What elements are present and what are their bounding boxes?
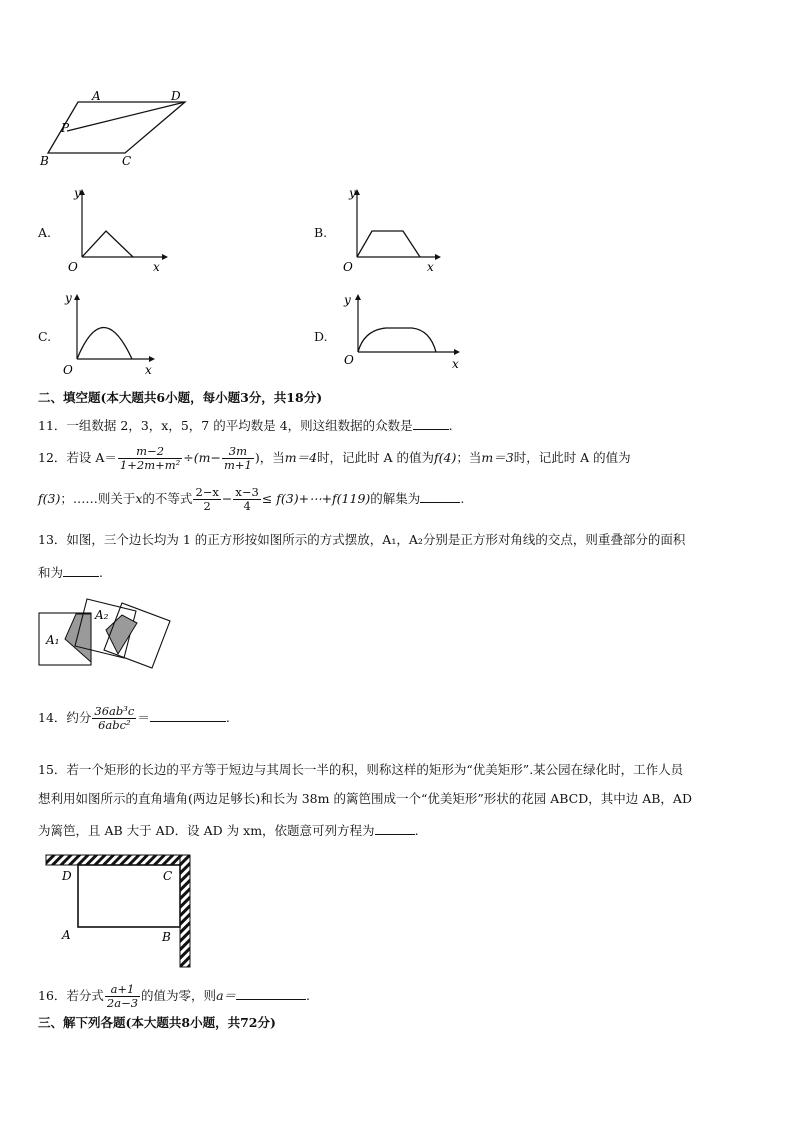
frac-numerator: 3m bbox=[222, 445, 254, 459]
question-16 bbox=[38, 983, 310, 1010]
q12-m-eq-4: m＝4 bbox=[284, 450, 318, 465]
answer-blank bbox=[413, 417, 449, 430]
answer-blank bbox=[150, 709, 226, 722]
q14-fraction bbox=[92, 705, 136, 732]
q12-paren-open: (m− bbox=[193, 450, 221, 465]
q16-fraction bbox=[105, 983, 140, 1010]
label-d: D bbox=[171, 89, 181, 103]
option-c-letter: C. bbox=[38, 329, 52, 344]
q12-mid3: ；当 bbox=[456, 450, 482, 465]
axis-y-label: y bbox=[349, 186, 356, 200]
option-c-graph bbox=[55, 288, 165, 378]
frac-numerator: x−3 bbox=[235, 485, 259, 499]
q13-end: . bbox=[99, 565, 103, 580]
graph-curve bbox=[357, 231, 420, 257]
q12-fraction-2 bbox=[222, 445, 254, 472]
q11-end: . bbox=[448, 418, 453, 433]
question-12-line1 bbox=[38, 445, 631, 472]
label-p: P bbox=[61, 121, 70, 135]
q12-fraction-3 bbox=[193, 486, 220, 513]
origin-label: O bbox=[68, 260, 78, 274]
y-arrow-icon bbox=[74, 294, 80, 300]
axis-y-label: y bbox=[74, 186, 81, 200]
section3-heading: 三、解下列各题(本大题共8小题，共72分) bbox=[38, 1015, 276, 1030]
frac-numerator: 2−x bbox=[195, 485, 219, 499]
section2-heading: 二、填空题(本大题共6小题，每小题3分，共18分) bbox=[38, 390, 323, 405]
axis-x-label: x bbox=[427, 260, 434, 274]
x-arrow-icon bbox=[435, 254, 441, 260]
answer-blank bbox=[420, 490, 460, 503]
q12-mid1: ，当 bbox=[259, 450, 285, 465]
label-a1: A₁ bbox=[46, 633, 60, 647]
q12-mid2: 时，记此时 A 的值为 bbox=[317, 450, 435, 465]
wall-corner-figure bbox=[40, 850, 200, 972]
q15-line3: 为篱笆，且 AB 大于 AD．设 AD 为 xm，依题意可列方程为 bbox=[38, 823, 375, 838]
label-b: B bbox=[162, 930, 171, 944]
x-arrow-icon bbox=[162, 254, 168, 260]
q16-end: . bbox=[306, 988, 310, 1003]
graph-curve bbox=[77, 328, 132, 360]
option-d-graph bbox=[338, 288, 468, 378]
q12-fraction-4 bbox=[233, 486, 260, 513]
axis-x-label: x bbox=[145, 363, 152, 377]
question-15-line3 bbox=[38, 822, 419, 839]
axis-x-label: x bbox=[452, 357, 459, 371]
option-a-graph bbox=[60, 183, 170, 278]
question-15-line1: 15．若一个矩形的长边的平方等于短边与其周长一半的积，则称这样的矩形为“优美矩形”.某公园在绿化时，工作人员 bbox=[38, 762, 684, 777]
frac-denominator: 4 bbox=[243, 499, 251, 513]
q12-minus: − bbox=[221, 491, 233, 506]
squares-figure bbox=[36, 598, 176, 670]
q12-prefix: 12．若设 A＝ bbox=[38, 450, 117, 465]
q12-mid4: 时，记此时 A 的值为 bbox=[513, 450, 631, 465]
q12-var-x: x bbox=[135, 491, 143, 506]
q12-m-eq-3: m＝3 bbox=[481, 450, 514, 465]
frac-numerator: a+1 bbox=[105, 983, 140, 997]
frac-numerator: 36ab³c bbox=[94, 704, 135, 718]
frac-numerator: m−2 bbox=[118, 445, 182, 459]
graph-curve bbox=[358, 328, 436, 352]
x-arrow-icon bbox=[454, 349, 460, 355]
label-b: B bbox=[40, 154, 49, 168]
x-arrow-icon bbox=[149, 356, 155, 362]
origin-label: O bbox=[63, 363, 73, 377]
q14-eq: ＝ bbox=[137, 710, 150, 725]
option-b-graph bbox=[335, 183, 445, 278]
label-a: A bbox=[62, 928, 71, 942]
q12-divide: ÷ bbox=[183, 450, 194, 465]
wall-right bbox=[180, 855, 190, 967]
question-13-line1: 13．如图，三个边长均为 1 的正方形按如图所示的方式摆放，A₁，A₂分别是正方形对角线的交点，则重叠部分的面积 bbox=[38, 532, 686, 547]
q12-end: . bbox=[460, 491, 465, 506]
wall-top bbox=[46, 855, 190, 865]
origin-label: O bbox=[344, 353, 354, 367]
frac-denominator: 6abc² bbox=[98, 718, 131, 732]
question-12-line2 bbox=[38, 486, 464, 513]
overlap-region-2 bbox=[106, 615, 137, 654]
option-a-letter: A. bbox=[38, 225, 52, 240]
q12-fraction-1 bbox=[118, 445, 182, 472]
label-a2: A₂ bbox=[95, 608, 109, 622]
answer-blank bbox=[236, 987, 306, 1000]
overlap-region-1 bbox=[65, 614, 91, 662]
q14-end: . bbox=[225, 710, 230, 725]
q12-f4: f(4) bbox=[434, 450, 457, 465]
q16-var: a＝ bbox=[216, 988, 237, 1003]
q16-mid: 的值为零，则 bbox=[141, 988, 217, 1003]
q12-line2-b: 的不等式 bbox=[142, 491, 193, 506]
axis-y-label: y bbox=[344, 293, 351, 307]
axis-x-label: x bbox=[153, 260, 160, 274]
q12-line2-a: ；……则关于 bbox=[60, 491, 136, 506]
q16-prefix: 16．若分式 bbox=[38, 988, 104, 1003]
label-c: C bbox=[122, 154, 132, 168]
answer-blank bbox=[375, 822, 415, 835]
answer-blank bbox=[63, 564, 99, 577]
question-13-line2 bbox=[38, 564, 103, 581]
frac-denominator: 2a−3 bbox=[106, 996, 139, 1010]
parallelogram-figure bbox=[30, 85, 200, 170]
q12-f3: f(3) bbox=[38, 491, 61, 506]
axis-y-label: y bbox=[65, 291, 72, 305]
question-15-line2: 想利用如图所示的直角墙角(两边足够长)和长为 38m 的篱笆围成一个“优美矩形”形状的花园 ABCD，其中边 AB，AD bbox=[38, 791, 692, 806]
q15-end: . bbox=[414, 823, 419, 838]
label-c: C bbox=[163, 869, 173, 883]
label-a: A bbox=[92, 89, 101, 103]
option-d-letter: D. bbox=[314, 329, 328, 344]
q12-sum: ≤ f(3)+⋯+f(119) bbox=[261, 491, 371, 506]
q13-line2: 和为 bbox=[38, 565, 64, 580]
q12-line2-d: 的解集为 bbox=[370, 491, 421, 506]
option-b-letter: B. bbox=[314, 225, 328, 240]
q14-prefix: 14．约分 bbox=[38, 710, 92, 725]
question-14 bbox=[38, 705, 230, 732]
question-11 bbox=[38, 417, 453, 434]
graph-curve bbox=[82, 231, 133, 257]
q11-text: 11．一组数据 2，3，x，5，7 的平均数是 4，则这组数据的众数是 bbox=[38, 418, 413, 433]
label-d: D bbox=[62, 869, 72, 883]
q12-paren-close: ) bbox=[254, 450, 260, 465]
frac-denominator: 2 bbox=[203, 499, 211, 513]
y-arrow-icon bbox=[355, 294, 361, 300]
frac-denominator: m+1 bbox=[223, 458, 252, 472]
frac-denominator: 1+2m+m² bbox=[119, 458, 181, 472]
origin-label: O bbox=[343, 260, 353, 274]
